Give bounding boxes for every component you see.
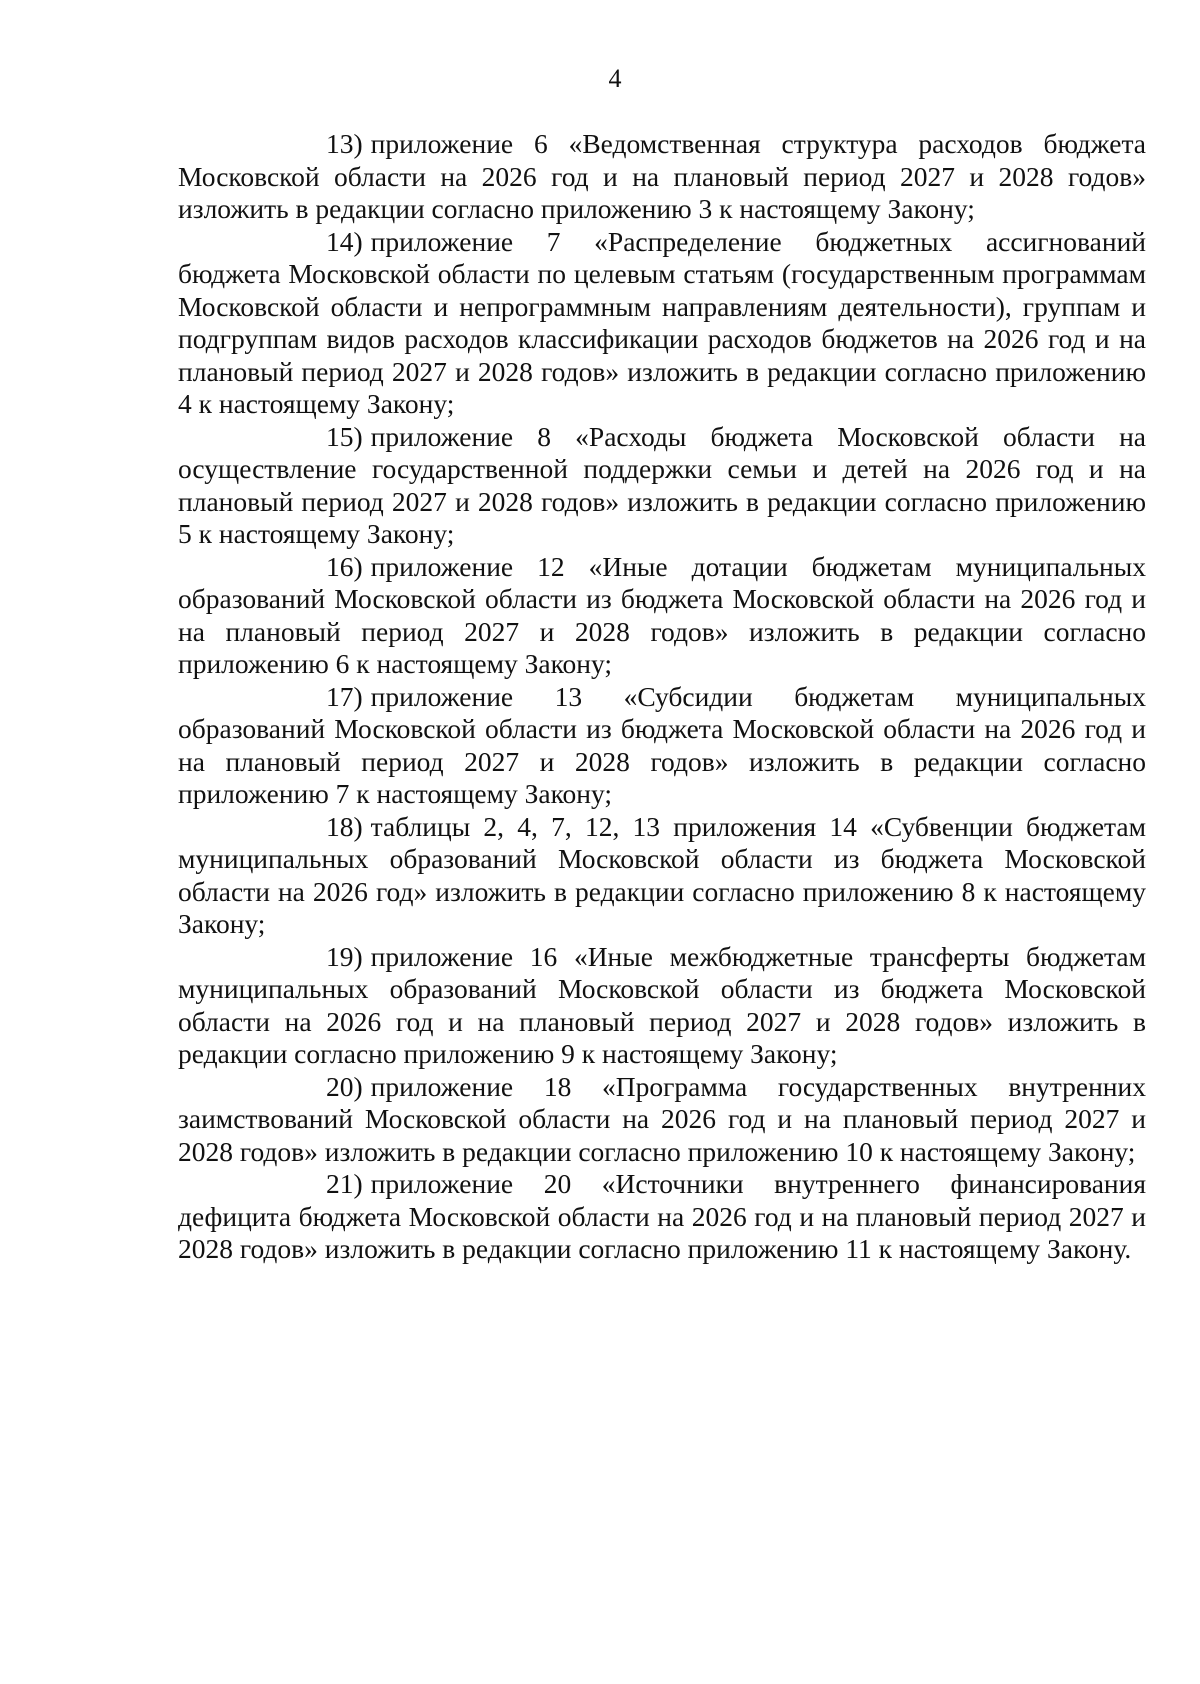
document-body: [178, 128, 1146, 1266]
item-number: 21): [326, 1168, 363, 1199]
list-item: [178, 941, 1146, 1071]
item-number: 16): [326, 550, 363, 582]
list-item: [178, 421, 1146, 551]
list-item: [178, 128, 1146, 226]
item-number: 18): [326, 810, 363, 842]
item-number: 15): [326, 420, 363, 452]
item-number: 14): [326, 225, 363, 257]
list-item: [178, 551, 1146, 681]
item-number: 19): [326, 940, 363, 972]
item-text: приложение 6 «Ведомственная структура расходов бюджета Московской области на 2026 год и на плановый период 2027 и 2028 годов» изложить в редакции согласно приложению 3 к настоящему Закону;: [178, 128, 1146, 224]
list-item: [178, 226, 1146, 421]
item-text: приложение 20 «Источники внутреннего финансирования дефицита бюджета Московской области на 2026 год и на плановый период 2027 и 2028 годов» изложить в редакции согласно приложению 11 к настоящему Закону.: [178, 1168, 1146, 1264]
item-text: таблицы 2, 4, 7, 12, 13 приложения 14 «Субвенции бюджетам муниципальных образований Московской области из бюджета Московской области на 2026 год» изложить в редакции согласно приложению 8 к настоящему Закону;: [178, 810, 1146, 939]
item-text: приложение 7 «Распределение бюджетных ассигнований бюджета Московской области по целевым статьям (государственным программам Московской области и непрограммным направлениям деятельности), группам и подгруппам видов расходов классификации расходов бюджетов на 2026 год и на плановый период 2027 и 2028 годов» изложить в редакции согласно приложению 4 к настоящему Закону;: [178, 225, 1146, 419]
item-number: 17): [326, 680, 363, 712]
item-text: приложение 16 «Иные межбюджетные трансферты бюджетам муниципальных образований Московской области из бюджета Московской области на 2026 год и на плановый период 2027 и 2028 годов» изложить в редакции согласно приложению 9 к настоящему Закону;: [178, 940, 1146, 1069]
item-number: 20): [326, 1070, 363, 1102]
item-number: 13): [326, 128, 363, 159]
item-text: приложение 12 «Иные дотации бюджетам муниципальных образований Московской области из бюджета Московской области на 2026 год и на плановый период 2027 и 2028 годов» изложить в редакции согласно приложению 6 к настоящему Закону;: [178, 550, 1146, 679]
item-text: приложение 13 «Субсидии бюджетам муниципальных образований Московской области из бюджета Московской области на 2026 год и на плановый период 2027 и 2028 годов» изложить в редакции согласно приложению 7 к настоящему Закону;: [178, 680, 1146, 809]
page-number: 4: [608, 64, 622, 93]
list-item: [178, 811, 1146, 941]
item-text: приложение 18 «Программа государственных внутренних заимствований Московской области на 2026 год и на плановый период 2027 и 2028 годов» изложить в редакции согласно приложению 10 к настоящему Закону;: [178, 1070, 1146, 1167]
list-item: [178, 1071, 1146, 1169]
list-item: [178, 1168, 1146, 1266]
item-text: приложение 8 «Расходы бюджета Московской области на осуществление государственной поддержки семьи и детей на 2026 год и на плановый период 2027 и 2028 годов» изложить в редакции согласно приложению 5 к настоящему Закону;: [178, 420, 1146, 549]
list-item: [178, 681, 1146, 811]
